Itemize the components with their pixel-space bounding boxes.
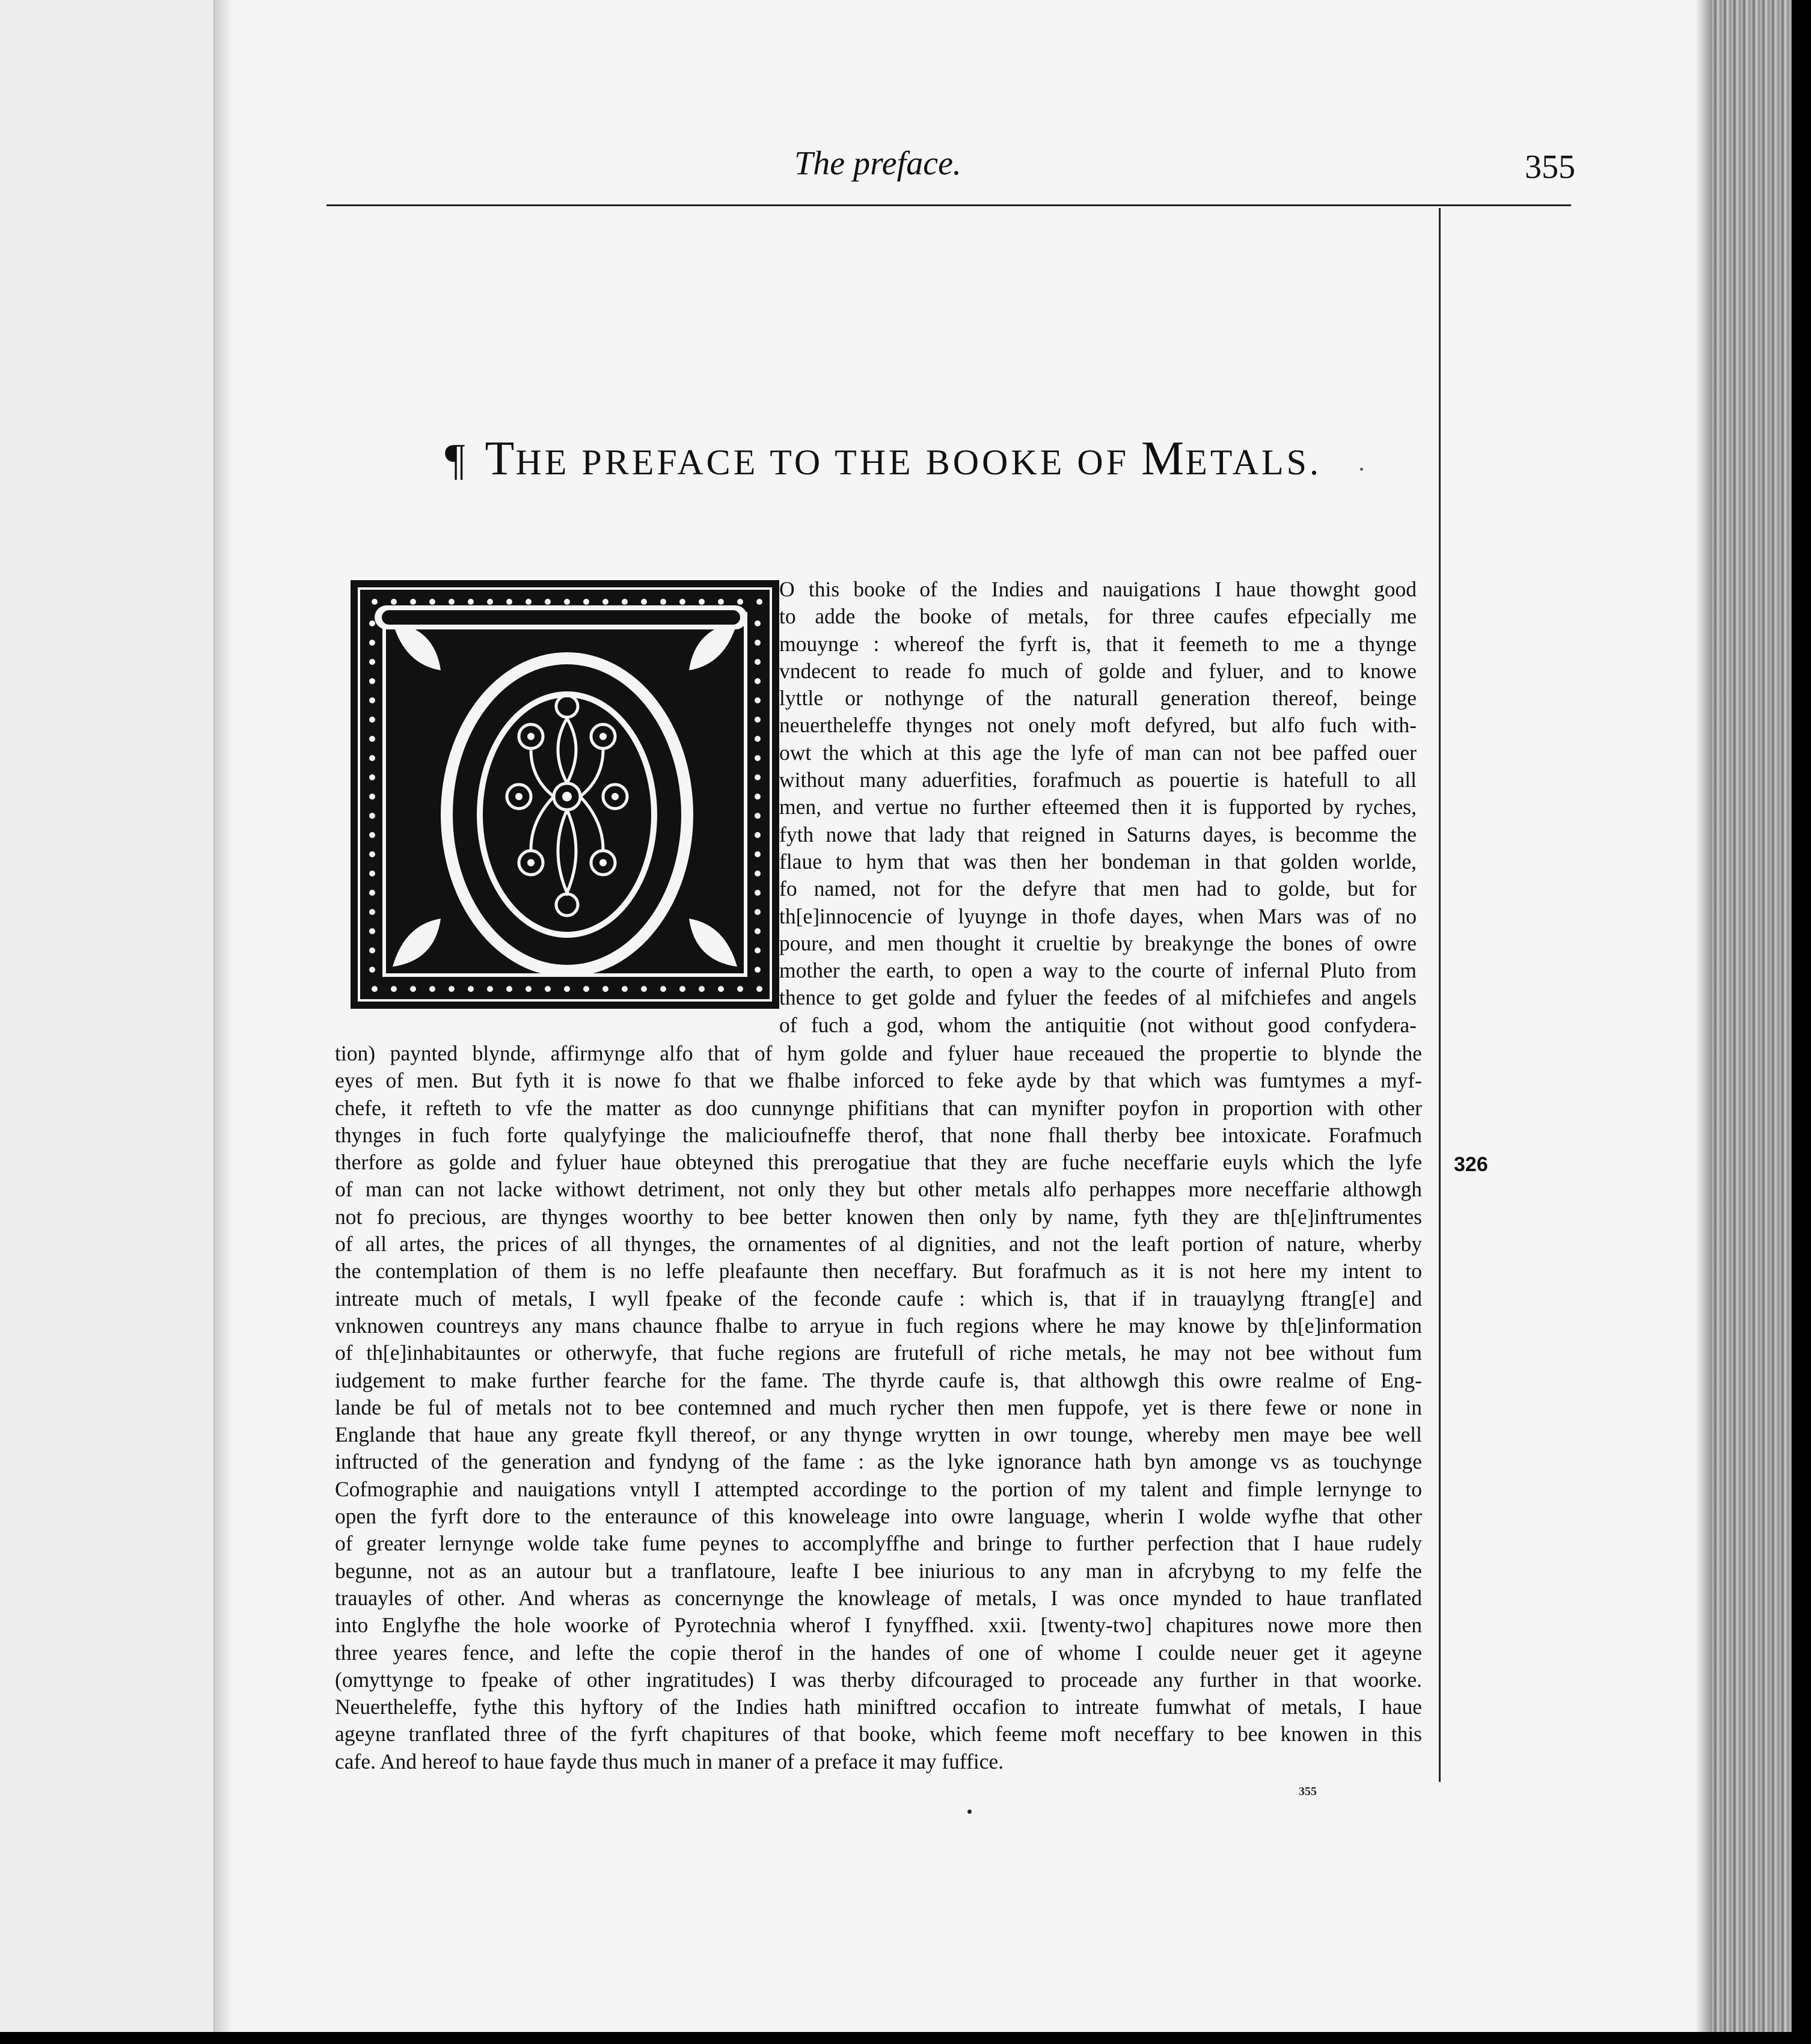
text-line: vnknowen countreys any mans chaunce fhalbe to arryue in fuch regions where he may knowe by th[e]information	[335, 1313, 1422, 1338]
text-line: Cofmographie and nauigations vntyll I attempted accordinge to the portion of my talent and fimple lernynge to	[335, 1476, 1422, 1501]
chapter-title	[445, 432, 1383, 486]
text-line: inftructed of the generation and fyndyng of the fame : as the lyke ignorance hath byn amonge vs as touchynge	[335, 1449, 1422, 1474]
title-text: HE PREFACE TO THE BOOKE OF	[515, 442, 1142, 482]
text-line: th[e]innocencie of lyuynge in thofe dayes, when Mars was of no	[779, 904, 1417, 928]
text-line: owt the which at this age the lyfe of man can not bee paffed ouer	[779, 740, 1417, 765]
text-line: therfore as golde and fyluer haue obteyned this prerogatiue that they are fuche neceffarie euyls which the lyfe	[335, 1150, 1422, 1175]
text-line: of greater lernynge wolde take fume peynes to accomplyffhe and bringe to further perfection that I haue rudely	[335, 1531, 1422, 1556]
text-line: to adde the booke of metals, for three caufes efpecially me	[779, 604, 1417, 629]
text-line: neuertheleffe thynges not onely moft defyred, but alfo fuch with-	[779, 713, 1417, 738]
pilcrow-mark: ¶	[445, 435, 468, 485]
text-line: thynges in fuch forte qualyfyinge the malicioufneffe therof, that none fhall therby bee intoxicate. Forafmuch	[335, 1122, 1422, 1147]
text-line: chefe, it refteth to vfe the matter as doo cunnynge phifitians that can mynifter poyfon in proportion with other	[335, 1095, 1422, 1120]
text-line: not fo precious, are thynges woorthy to bee better knowen then only by name, fyth they are th[e]inftrumentes	[335, 1204, 1422, 1229]
text-line: Englande that haue any greate fkyll thereof, or any thynge wrytten in owr tounge, whereby men maye bee well	[335, 1422, 1422, 1447]
header-rule	[326, 204, 1571, 206]
title-text-end: ETALS.	[1185, 442, 1322, 482]
text-line: three yeares fence, and lefte the copie therof in the handes of one of whome I coulde neuer get it ageyne	[335, 1640, 1422, 1665]
text-line: men, and vertue no further efteemed then it is fupported by ryches,	[779, 795, 1417, 819]
text-line: fyth nowe that lady that reigned in Saturns dayes, is becomme the	[779, 822, 1417, 846]
page-number: 355	[1525, 148, 1575, 186]
text-line: open the fyrft dore to the enteraunce of this knoweleage into owre language, wherin I wolde wyfhe that other	[335, 1504, 1422, 1529]
text-line: thence to get golde and fyluer the feedes of al mifchiefes and angels	[779, 985, 1417, 1010]
text-line: iudgement to make further fearche for the fame. The thyrde caufe is, that althowgh this owre realme of Eng-	[335, 1368, 1422, 1392]
text-line: tion) paynted blynde, affirmynge alfo that of hym golde and fyluer haue receaued the propertie to blynde the	[335, 1041, 1422, 1065]
text-line: the contemplation of them is no leffe pleafaunte then neceffary. But forafmuch as it is not here my intent to	[335, 1259, 1422, 1284]
facing-page-edge	[0, 0, 215, 2032]
page-edge-shadow	[1696, 0, 1711, 2032]
text-line: lyttle or nothynge of the naturall generation thereof, beinge	[779, 686, 1417, 711]
running-title: The preface.	[794, 145, 961, 182]
margin-rule	[1439, 208, 1441, 1782]
text-line: intreate much of metals, I wyll fpeake of the feconde caufe : which is, that if in trauaylyng ftrang[e] and	[335, 1286, 1422, 1311]
ornament-initial-graphic	[351, 580, 779, 1009]
decorated-initial-letter	[351, 580, 779, 1009]
signature-mark: 355	[1299, 1785, 1317, 1798]
ink-speck	[967, 1810, 972, 1814]
text-line: of th[e]inhabitauntes or otherwyfe, that fuche regions are frutefull of riche metals, he may not bee without fum	[335, 1341, 1422, 1365]
text-line: fo named, not for the defyre that men had to golde, but for	[779, 877, 1417, 901]
text-line-last: cafe. And hereof to haue fayde thus much in maner of a preface it may fuffice.	[335, 1749, 1004, 1773]
text-line: of all artes, the prices of all thynges, the ornamentes of al dignities, and not the leaft portion of nature, wherby	[335, 1232, 1422, 1256]
text-line: into Englyfhe the hole woorke of Pyrotechnia wherof I fynyffhed. xxii. [twenty-two] chapitures nowe more then	[335, 1613, 1422, 1638]
book-gutter	[215, 0, 231, 2032]
text-line: mouynge : whereof the fyrft is, that it feemeth to me a thynge	[779, 631, 1417, 656]
text-line: O this booke of the Indies and nauigations I haue thowght good	[779, 577, 1417, 601]
title-initial-m: M	[1141, 432, 1186, 485]
text-line: vndecent to reade fo much of golde and fyluer, and to knowe	[779, 658, 1417, 683]
text-line: begunne, not as an autour but a tranflatoure, leafte I bee iniurious to any man in afcrybyng to my felfe the	[335, 1558, 1422, 1583]
text-line: trauayles of other. And wheras as concernynge the knowleage of metals, I was once mynded to haue tranflated	[335, 1585, 1422, 1610]
text-line: ageyne tranflated three of the fyrft chapitures of that booke, which feeme moft neceffary to bee knowen in this	[335, 1722, 1422, 1746]
title-initial-t: T	[485, 432, 516, 485]
text-line: of man can not lacke withowt detriment, not only they but other metals alfo perhappes more neceffarie althowgh	[335, 1177, 1422, 1202]
book-page-edges	[1711, 0, 1792, 2032]
text-line: without many aduerfities, forafmuch as pouertie is hatefull to all	[779, 768, 1417, 792]
ink-speck	[1360, 468, 1363, 471]
wrapped-paragraph-lines	[779, 576, 1417, 1039]
text-line: of fuch a god, whom the antiquitie (not without good confydera-	[779, 1012, 1417, 1037]
text-line: eyes of men. But fyth it is nowe fo that we fhalbe inforced to feke ayde by that which was fumtymes a myf-	[335, 1068, 1422, 1093]
text-line: mother the earth, to open a way to the courte of infernal Pluto from	[779, 958, 1417, 983]
margin-reference-number: 326	[1454, 1153, 1488, 1176]
text-line: poure, and men thought it crueltie by breakynge the bones of owre	[779, 931, 1417, 955]
text-line: (omyttynge to fpeake of other ingratitudes) I was therby difcouraged to proceade any further in that woorke.	[335, 1667, 1422, 1692]
text-line: lande be ful of metals not to bee contemned and much rycher then men fuppofe, yet is there fewe or none in	[335, 1395, 1422, 1419]
body-paragraph-lines	[335, 1040, 1422, 1775]
text-line: flaue to hym that was then her bondeman in that golden worlde,	[779, 849, 1417, 874]
text-line: Neuertheleffe, fythe this hyftory of the Indies hath miniftred occafion to intreate fumwhat of metals, I haue	[335, 1695, 1422, 1719]
